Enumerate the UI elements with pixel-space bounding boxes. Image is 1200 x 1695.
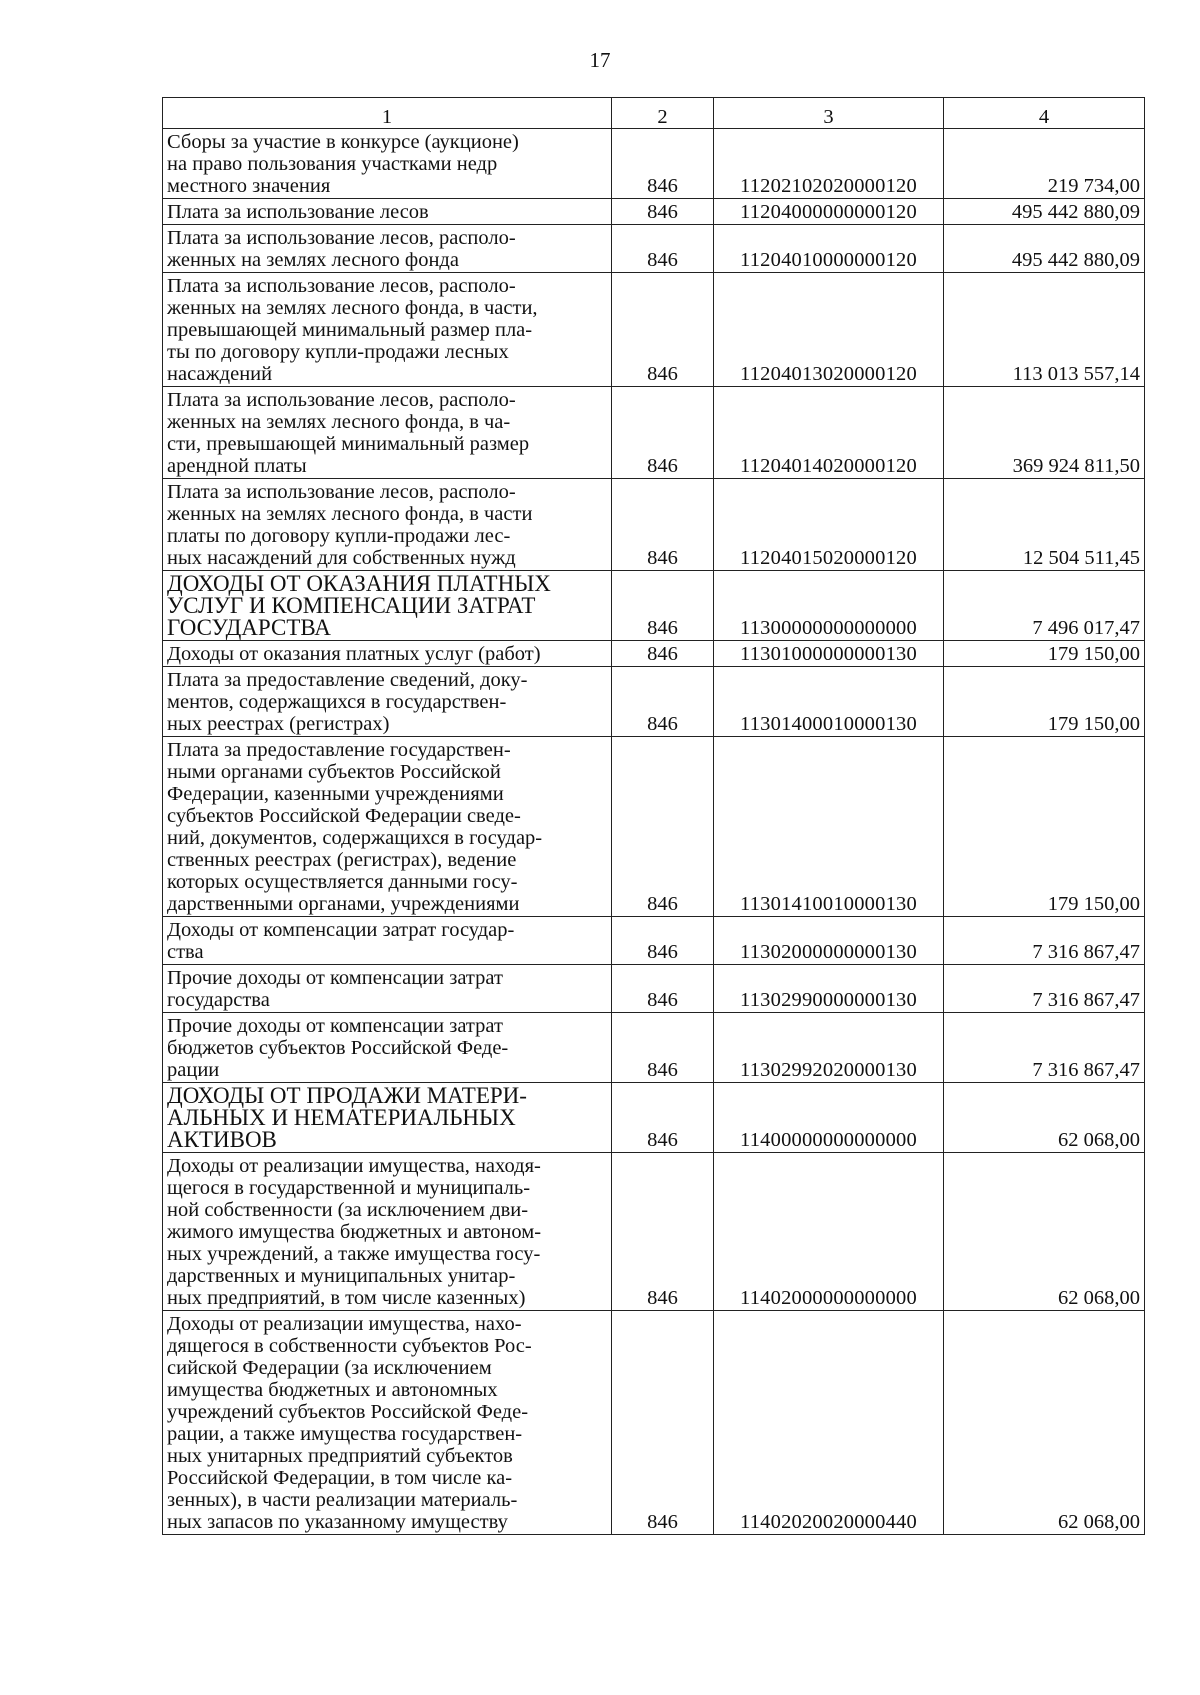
admin-code-cell: 846 bbox=[612, 1311, 714, 1535]
header-col-1: 1 bbox=[163, 98, 612, 129]
budget-code-cell: 11402020020000440 bbox=[714, 1311, 944, 1535]
table-row bbox=[163, 225, 1145, 273]
table-row bbox=[163, 1013, 1145, 1083]
budget-code-cell: 11302990000000130 bbox=[714, 965, 944, 1013]
admin-code-cell: 846 bbox=[612, 965, 714, 1013]
budget-code-cell: 11204014020000120 bbox=[714, 387, 944, 479]
budget-code-cell: 11301410010000130 bbox=[714, 737, 944, 917]
admin-code-cell: 846 bbox=[612, 667, 714, 737]
revenue-name-cell: Плата за использование лесов, располо- женных на землях лесного фонда, в части, превышающей минимальный размер пла- ты по договору купли-продажи лесных насаждений bbox=[163, 273, 612, 387]
amount-cell: 179 150,00 bbox=[944, 641, 1145, 667]
admin-code-cell: 846 bbox=[612, 129, 714, 199]
table-header-row bbox=[163, 98, 1145, 129]
admin-code-cell: 846 bbox=[612, 737, 714, 917]
revenue-name-cell: Доходы от оказания платных услуг (работ) bbox=[163, 641, 612, 667]
amount-cell: 113 013 557,14 bbox=[944, 273, 1145, 387]
table-row bbox=[163, 917, 1145, 965]
table-row bbox=[163, 641, 1145, 667]
revenue-name-cell: ДОХОДЫ ОТ ПРОДАЖИ МАТЕРИ- АЛЬНЫХ И НЕМАТЕРИАЛЬНЫХ АКТИВОВ bbox=[163, 1083, 612, 1153]
admin-code-cell: 846 bbox=[612, 479, 714, 571]
page-number: 17 bbox=[589, 48, 611, 72]
revenue-name-cell: Плата за использование лесов, располо- женных на землях лесного фонда bbox=[163, 225, 612, 273]
revenue-name-cell: Плата за использование лесов bbox=[163, 199, 612, 225]
table-body bbox=[163, 129, 1145, 1535]
table-row bbox=[163, 129, 1145, 199]
admin-code-cell: 846 bbox=[612, 571, 714, 641]
table-row bbox=[163, 479, 1145, 571]
admin-code-cell: 846 bbox=[612, 387, 714, 479]
admin-code-cell: 846 bbox=[612, 1013, 714, 1083]
admin-code-cell: 846 bbox=[612, 199, 714, 225]
admin-code-cell: 846 bbox=[612, 1153, 714, 1311]
amount-cell: 7 316 867,47 bbox=[944, 1013, 1145, 1083]
table-row bbox=[163, 1083, 1145, 1153]
table-row bbox=[163, 1153, 1145, 1311]
amount-cell: 7 316 867,47 bbox=[944, 917, 1145, 965]
budget-code-cell: 11204000000000120 bbox=[714, 199, 944, 225]
amount-cell: 179 150,00 bbox=[944, 667, 1145, 737]
admin-code-cell: 846 bbox=[612, 273, 714, 387]
amount-cell: 62 068,00 bbox=[944, 1311, 1145, 1535]
budget-code-cell: 11400000000000000 bbox=[714, 1083, 944, 1153]
revenue-name-cell: Плата за использование лесов, располо- женных на землях лесного фонда, в части платы по договору купли-продажи лес- ных насаждений для собственных нужд bbox=[163, 479, 612, 571]
budget-code-cell: 11300000000000000 bbox=[714, 571, 944, 641]
table-row bbox=[163, 737, 1145, 917]
amount-cell: 7 316 867,47 bbox=[944, 965, 1145, 1013]
budget-code-cell: 11302992020000130 bbox=[714, 1013, 944, 1083]
amount-cell: 495 442 880,09 bbox=[944, 225, 1145, 273]
revenue-name-cell: Плата за предоставление государствен- ными органами субъектов Российской Федерации, казенными учреждениями субъектов Российской Федерации сведе- ний, документов, содержащихся в государ- ственных реестрах (регистрах), ведение которых осуществляется данными госу- дарственными органами, учреждениями bbox=[163, 737, 612, 917]
budget-code-cell: 11202102020000120 bbox=[714, 129, 944, 199]
budget-code-cell: 11302000000000130 bbox=[714, 917, 944, 965]
budget-code-cell: 11301400010000130 bbox=[714, 667, 944, 737]
revenue-name-cell: ДОХОДЫ ОТ ОКАЗАНИЯ ПЛАТНЫХ УСЛУГ И КОМПЕНСАЦИИ ЗАТРАТ ГОСУДАРСТВА bbox=[163, 571, 612, 641]
revenue-name-cell: Доходы от реализации имущества, нахо- дящегося в собственности субъектов Рос- сийской Федерации (за исключением имущества бюджетных и автономных учреждений субъектов Российской Феде- рации, а также имущества государствен- ных унитарных предприятий субъектов Российской Федерации, в том числе ка- зенных), в части реализации материаль- ных запасов по указанному имуществу bbox=[163, 1311, 612, 1535]
admin-code-cell: 846 bbox=[612, 225, 714, 273]
admin-code-cell: 846 bbox=[612, 1083, 714, 1153]
table-row bbox=[163, 667, 1145, 737]
amount-cell: 62 068,00 bbox=[944, 1083, 1145, 1153]
revenue-name-cell: Прочие доходы от компенсации затрат государства bbox=[163, 965, 612, 1013]
amount-cell: 62 068,00 bbox=[944, 1153, 1145, 1311]
revenue-table bbox=[162, 97, 1145, 1535]
amount-cell: 7 496 017,47 bbox=[944, 571, 1145, 641]
revenue-name-cell: Плата за предоставление сведений, доку- ментов, содержащихся в государствен- ных реестрах (регистрах) bbox=[163, 667, 612, 737]
revenue-name-cell: Сборы за участие в конкурсе (аукционе) на право пользования участками недр местного значения bbox=[163, 129, 612, 199]
table-row bbox=[163, 571, 1145, 641]
admin-code-cell: 846 bbox=[612, 917, 714, 965]
header-col-4: 4 bbox=[944, 98, 1145, 129]
admin-code-cell: 846 bbox=[612, 641, 714, 667]
table-row bbox=[163, 199, 1145, 225]
revenue-name-cell: Доходы от реализации имущества, находя- щегося в государственной и муниципаль- ной собственности (за исключением дви- жимого имущества бюджетных и автоном- ных учреждений, а также имущества госу- дарственных и муниципальных унитар- ных предприятий, в том числе казенных) bbox=[163, 1153, 612, 1311]
amount-cell: 12 504 511,45 bbox=[944, 479, 1145, 571]
table-row bbox=[163, 1311, 1145, 1535]
header-col-2: 2 bbox=[612, 98, 714, 129]
table-row bbox=[163, 387, 1145, 479]
table-row bbox=[163, 965, 1145, 1013]
budget-code-cell: 11301000000000130 bbox=[714, 641, 944, 667]
revenue-name-cell: Прочие доходы от компенсации затрат бюджетов субъектов Российской Феде- рации bbox=[163, 1013, 612, 1083]
budget-code-cell: 11204013020000120 bbox=[714, 273, 944, 387]
amount-cell: 219 734,00 bbox=[944, 129, 1145, 199]
amount-cell: 369 924 811,50 bbox=[944, 387, 1145, 479]
amount-cell: 179 150,00 bbox=[944, 737, 1145, 917]
revenue-name-cell: Доходы от компенсации затрат государ- ства bbox=[163, 917, 612, 965]
budget-code-cell: 11204015020000120 bbox=[714, 479, 944, 571]
amount-cell: 495 442 880,09 bbox=[944, 199, 1145, 225]
budget-code-cell: 11402000000000000 bbox=[714, 1153, 944, 1311]
header-col-3: 3 bbox=[714, 98, 944, 129]
table-row bbox=[163, 273, 1145, 387]
budget-code-cell: 11204010000000120 bbox=[714, 225, 944, 273]
revenue-name-cell: Плата за использование лесов, располо- женных на землях лесного фонда, в ча- сти, превышающей минимальный размер арендной платы bbox=[163, 387, 612, 479]
